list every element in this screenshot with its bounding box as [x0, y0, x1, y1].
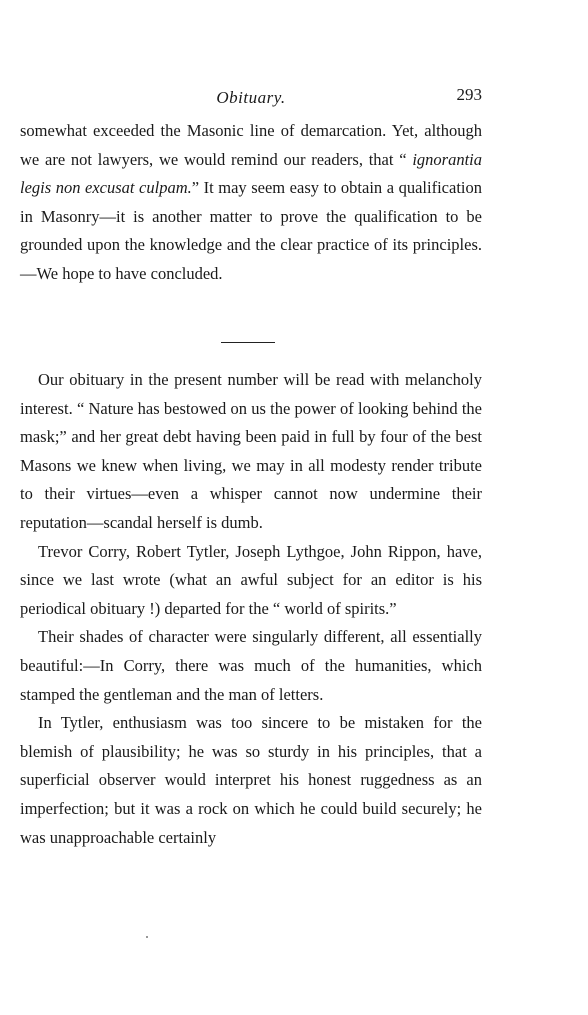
ink-fleck [146, 936, 148, 938]
page-number: 293 [456, 85, 482, 104]
obituary-paragraph: In Tytler, enthusiasm was too sincere to be mistaken for the blemish of plausibility; he was so sturdy in his principles, that a superficial observer would interpret his honest ruggedness as an imperfection; but it was a rock on which he could build securely; he was unapproachable certainly [20, 713, 482, 847]
running-title: Obituary. [216, 88, 286, 107]
obituary-paragraph: Our obituary in the present number will be read with melancholy interest. “ Nature has bestowed on us the power of looking behind the mask;” and her great debt having been paid in full by four of the best Masons we knew when living, we may in all modesty render tribute to their virtues—even a whisper cannot now undermine their reputation—scandal herself is dumb. [20, 370, 482, 532]
obituary-paragraph: Their shades of character were singularly different, all essentially beautiful:—In Corry, there was much of the humanities, which stamped the gentleman and the man of letters. [20, 627, 482, 704]
running-head [20, 85, 482, 111]
section-divider [221, 342, 275, 343]
obituary-paragraph: Trevor Corry, Robert Tytler, Joseph Lythgoe, John Rippon, have, since we last wrote (what an awful subject for an editor is his periodical obituary !) departed for the “ world of spirits.” [20, 541, 482, 618]
latin-quote: ignorantia legis non excusat culpam. [20, 149, 482, 198]
continuation-text-before: somewhat exceeded the Masonic line of demarcation. Yet, although we are not lawyers, we would remind our readers, that “ [20, 121, 482, 169]
continuation-paragraph [20, 117, 482, 289]
obituary-section [20, 366, 482, 852]
continuation-text [20, 117, 482, 289]
continuation-text-after: ” It may seem easy to obtain a qualification in Masonry—it is another matter to prove the qualification to be grounded upon the knowledge and the clear practice of its principles.—We hope to have concluded. [20, 178, 482, 283]
